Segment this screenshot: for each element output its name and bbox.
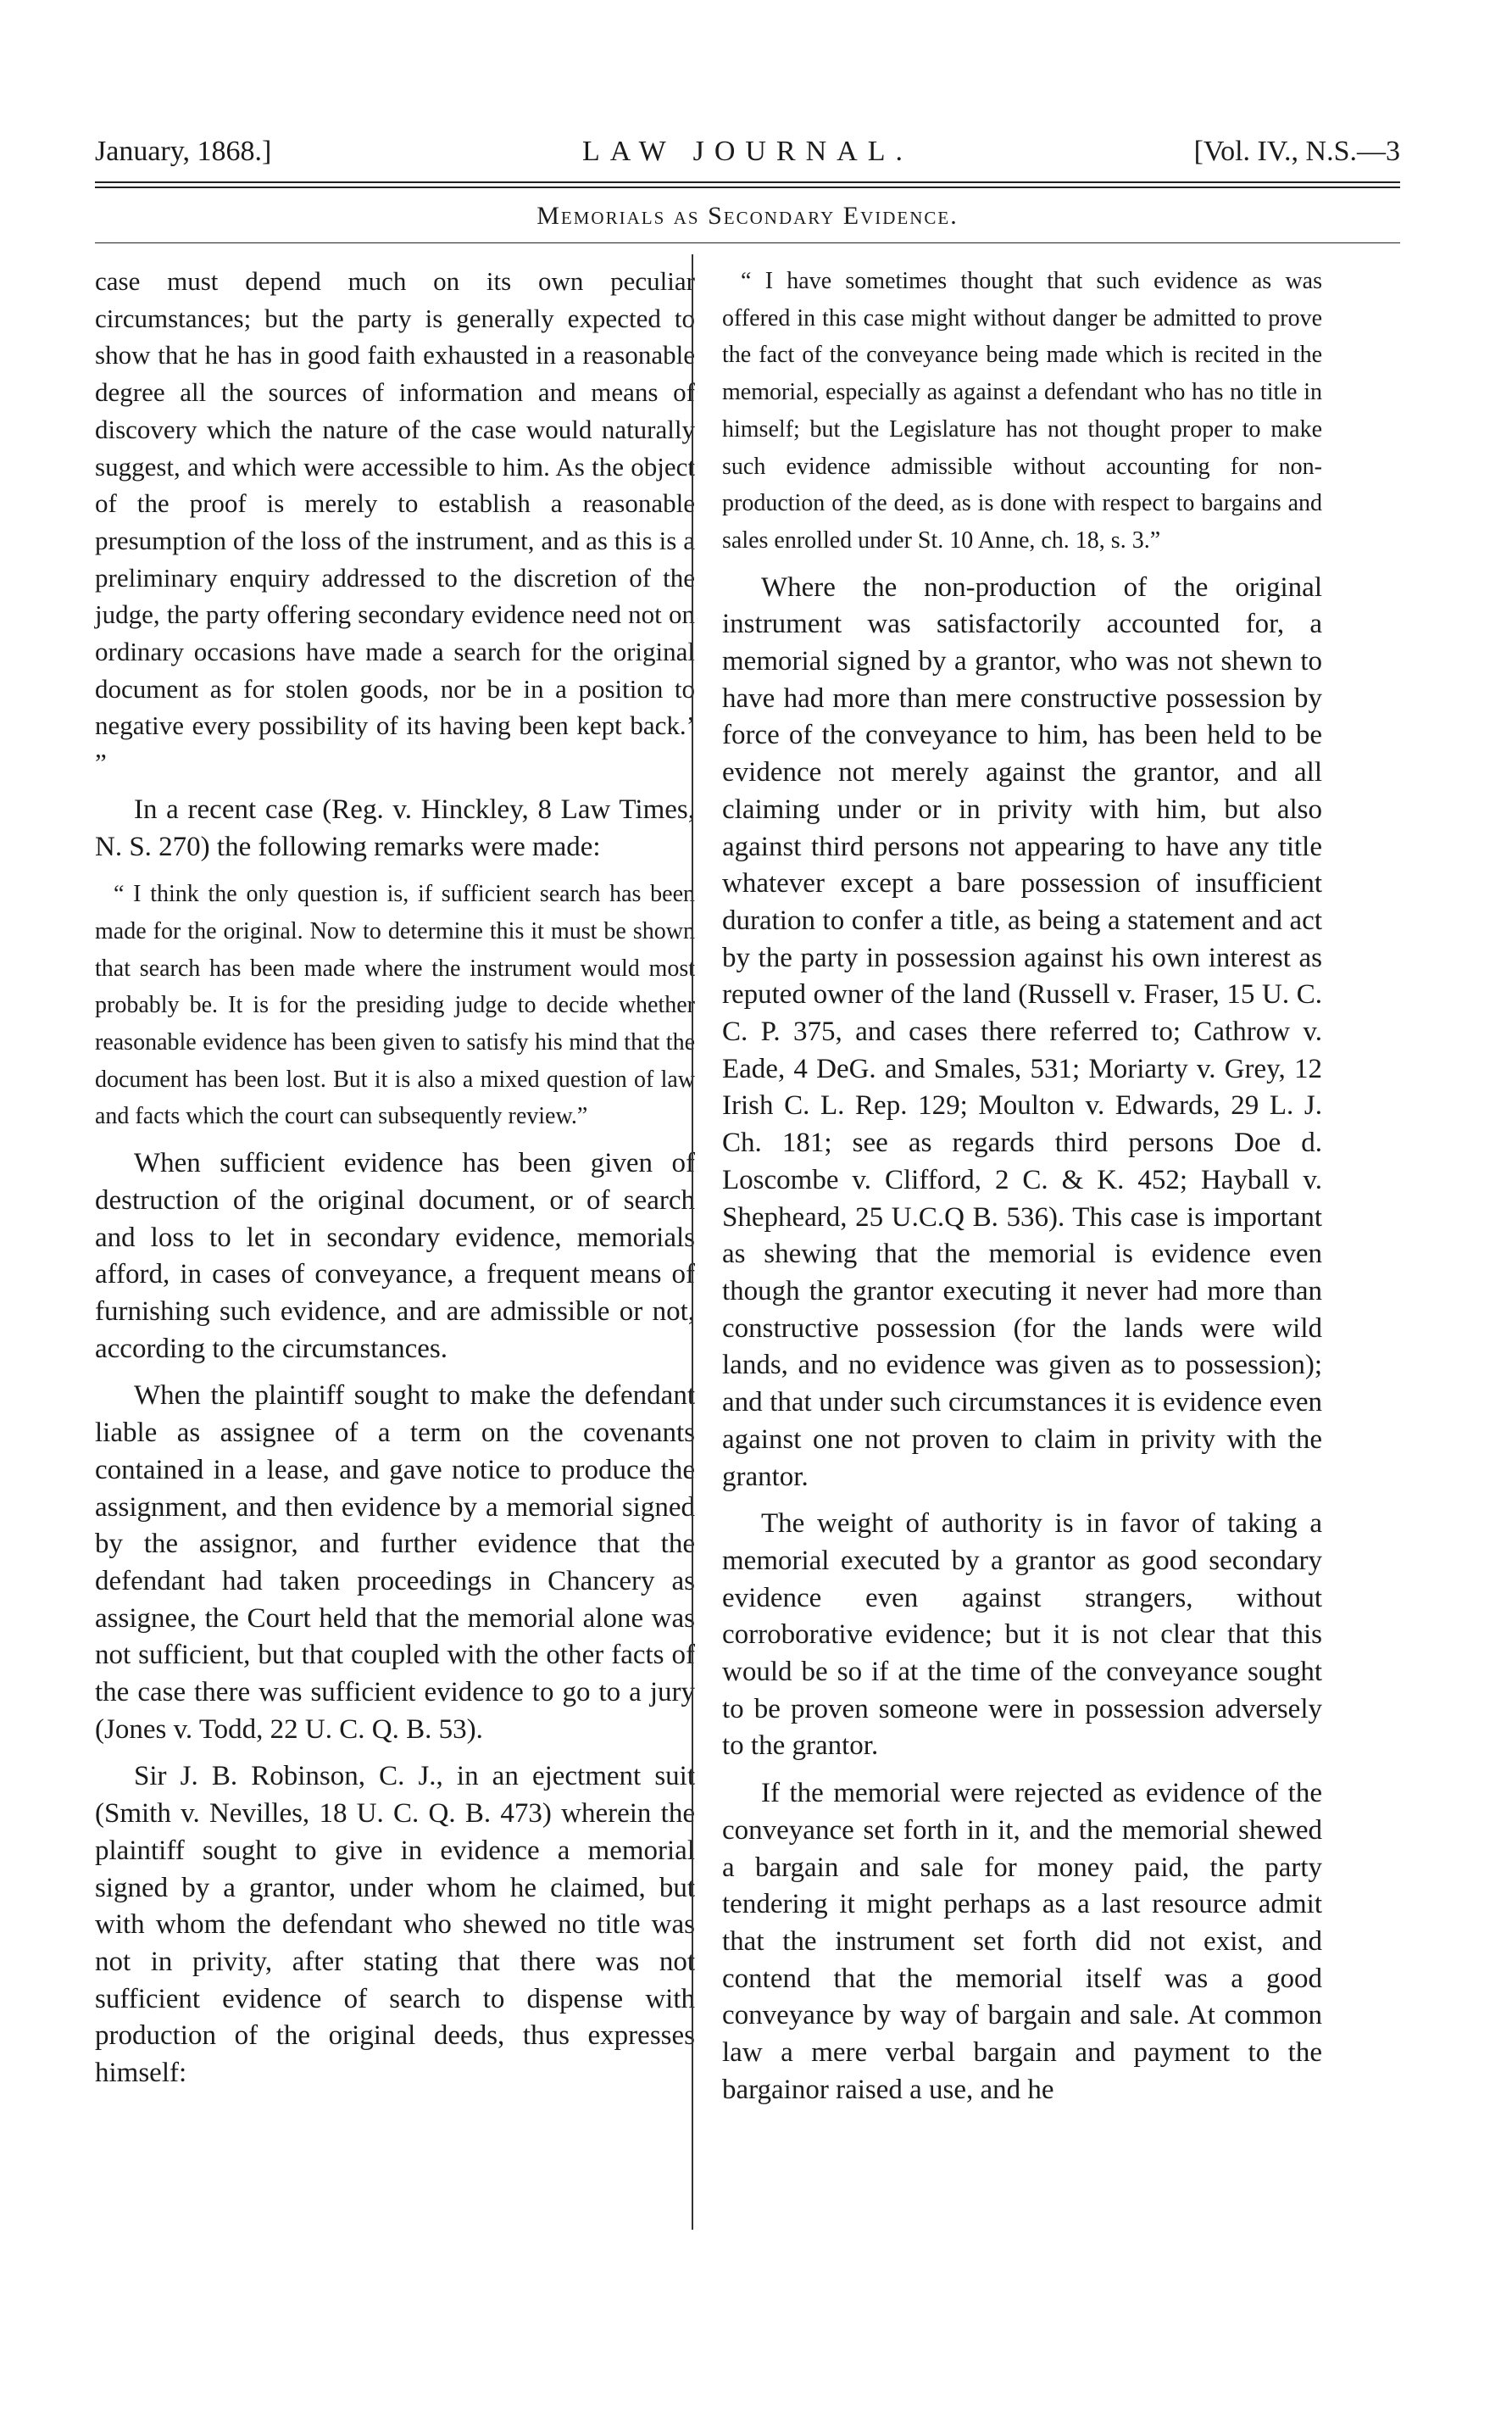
left-column xyxy=(95,263,695,2103)
header-rule-top xyxy=(95,181,1400,183)
right-column xyxy=(722,263,1322,2119)
header-volume: [Vol. IV., N.S.—3 xyxy=(1193,136,1400,167)
header-journal-title: LAW JOURNAL. xyxy=(582,136,913,167)
paragraph: When sufficient evidence has been given of destruction of the original document, or of search and loss to let in secondary evidence, memorials afford, in cases of conveyance, a frequent means of furnishing such evidence, and are admissible or not, according to the circumstances. xyxy=(95,1148,695,1364)
header-date: January, 1868.] xyxy=(95,136,272,167)
paragraph: Sir J. B. Robinson, C. J., in an ejectment suit (Smith v. Nevilles, 18 U. C. Q. B. 473) wherein the plaintiff sought to give in evidence a memorial signed by a grantor, under whom he claimed, but with whom the defendant who shewed no title was not in privity, after stating that there was not sufficient evidence of search to dispense with production of the original deeds, thus expresses himself: xyxy=(95,1761,695,2089)
paragraph: Where the non-production of the original instrument was satisfactorily accounted for, a memorial signed by a grantor, who was not shewn to have had more than mere constructive possession by force of the conveyance to him, has been held to be evidence not merely against the grantor, and all claiming under or in privity with him, but also against third persons not appearing to have any title whatever except a bare possession of insufficient duration to confer a title, as being a statement and act by the party in possession against his own interest as reputed owner of the land (Russell v. Fraser, 15 U. C. C. P. 375, and cases there referred to; Cathrow v. Eade, 4 DeG. and Smales, 531; Moriarty v. Grey, 12 Irish C. L. Rep. 129; Moulton v. Edwards, 29 L. J. Ch. 181; see as regards third persons Doe d. Loscombe v. Clifford, 2 C. & K. 452; Hayball v. Shepheard, 25 U.C.Q B. 536). This case is important as shewing that the memorial is evidence even though the grantor executing it never had more than constructive possession (for the lands were wild lands, and no evidence was given as to possession); and that under such circumstances it is evidence even against one not proven to claim in privity with the grantor. xyxy=(722,571,1322,1492)
paragraph: case must depend much on its own peculiar circumstances; but the party is generally expected to show that he has in good faith exhausted in a reasonable degree all the sources of information and means of discovery which the nature of the case would naturally suggest, and which were accessible to him. As the object of the proof is merely to establish a reasonable presumption of the loss of the instrument, and as this is a preliminary enquiry addressed to the discretion of the judge, the party offering secondary evidence need not on ordinary occasions have made a search for the original document as for stolen goods, nor be in a position to negative every possibility of its having been kept back.’ ” xyxy=(95,266,695,778)
paragraph: When the plaintiff sought to make the defendant liable as assignee of a term on the covenants contained in a lease, and gave notice to produce the assignment, and then evidence by a memorial signed by the assignor, and further evidence that the defendant had taken proceedings in Chancery as assignee, the Court held that the memorial alone was not sufficient, but that coupled with the other facts of the case there was sufficient evidence to go to a jury (Jones v. Todd, 22 U. C. Q. B. 53). xyxy=(95,1380,695,1745)
section-title: Memorials as Secondary Evidence. xyxy=(536,202,959,230)
running-header xyxy=(95,127,1400,178)
paragraph: If the memorial were rejected as evidence of the conveyance set forth in it, and the memorial shewed a bargain and sale for money paid, the party tendering it might perhaps as a last resource admit that the instrument set forth did not exist, and contend that the memorial itself was a good conveyance by way of bargain and sale. At common law a mere verbal bargain and payment to the bargainor raised a use, and he xyxy=(722,1778,1322,2105)
block-quote: “ I have sometimes thought that such evidence as was offered in this case might without danger be admitted to prove the fact of the conveyance being made which is recited in the memorial, especially as against a defendant who has no title in himself; but the Legislature has not thought proper to make such evidence admissible without accounting for non-production of the deed, as is done with respect to bargains and sales enrolled under St. 10 Anne, ch. 18, s. 3.” xyxy=(722,268,1322,554)
header-rule-bottom xyxy=(95,187,1400,188)
column-divider xyxy=(692,254,693,2230)
section-rule xyxy=(95,242,1400,243)
paragraph: In a recent case (Reg. v. Hinckley, 8 Law Times, N. S. 270) the following remarks were made: xyxy=(95,794,695,862)
block-quote: “ I think the only question is, if sufficient search has been made for the original. Now to determine this it must be shown that search has been made where the instrument would most probably be. It is for the presiding judge to decide whether reasonable evidence has been given to satisfy his mind that the document has been lost. But it is also a mixed question of law and facts which the court can subsequently review.” xyxy=(95,881,695,1130)
paragraph: The weight of authority is in favor of taking a memorial executed by a grantor as good secondary evidence even against strangers, without corroborative evidence; but it is not clear that this would be so if at the time of the conveyance sought to be proven someone were in possession adversely to the grantor. xyxy=(722,1508,1322,1762)
